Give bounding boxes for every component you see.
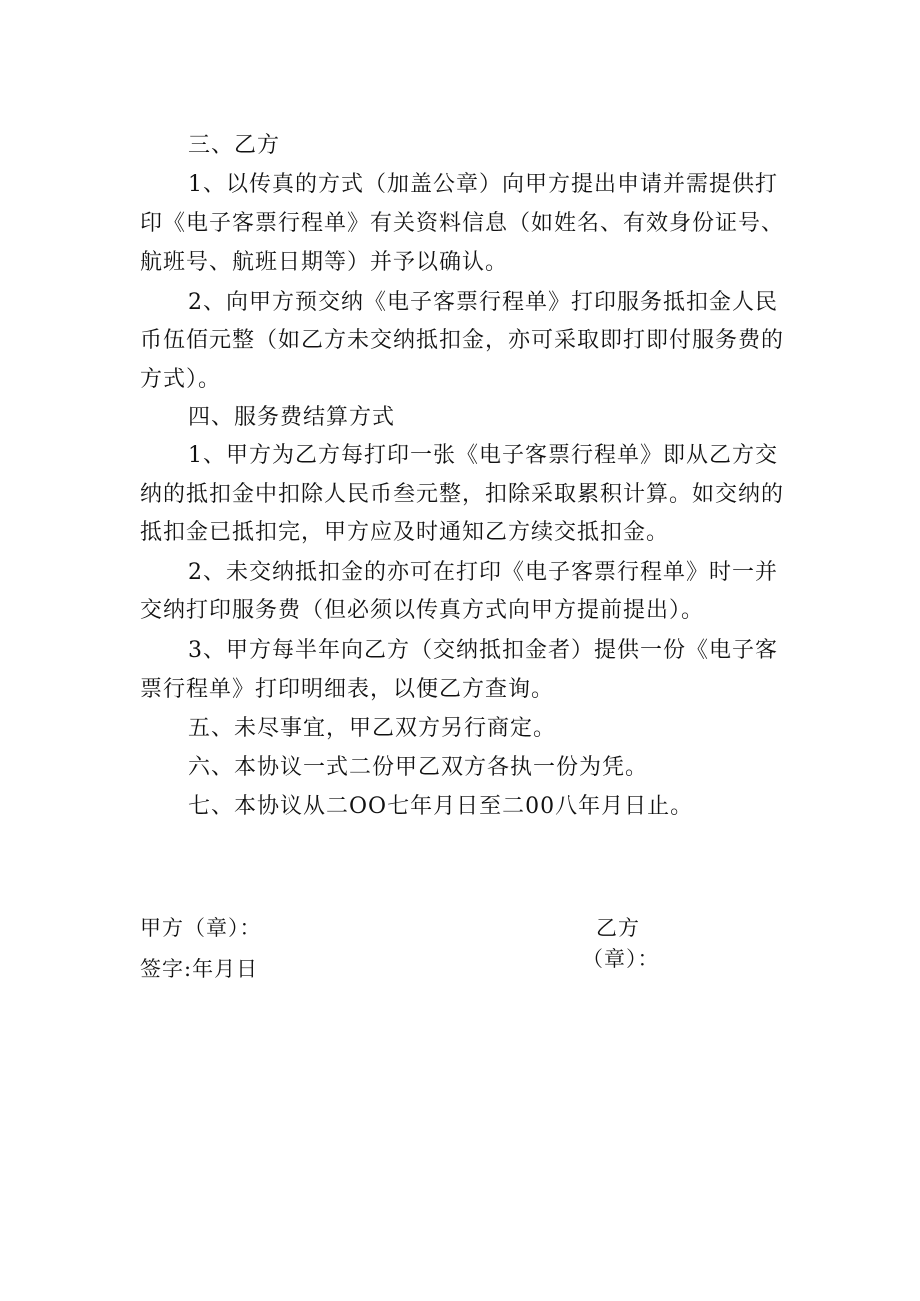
- section-4-item-3-line-1: 3、甲方每半年向乙方（交纳抵扣金者）提供一份《电子客: [188, 638, 778, 663]
- section-4-item-1-line-3: 抵扣金已抵扣完，甲方应及时通知乙方续交抵扣金。: [140, 520, 670, 545]
- section-3-item-2-line-2: 币伍佰元整（如乙方未交纳抵扣金，亦可采取即打即付服务费的: [140, 328, 785, 353]
- section-3-item-1-line-3: 航班号、航班日期等）并予以确认。: [140, 250, 509, 275]
- section-4-item-2-line-2: 交纳打印服务费（但必须以传真方式向甲方提前提出）。: [140, 598, 705, 623]
- clause-5: 五、未尽事宜，甲乙双方另行商定。: [188, 716, 557, 741]
- section-3-item-2-line-3: 方式）。: [140, 367, 222, 392]
- party-b-name: 乙方: [596, 916, 640, 940]
- section-3-item-1-line-2: 印《电子客票行程单》有关资料信息（如姓名、有效身份证号、: [140, 211, 785, 236]
- section-4-item-1-line-2: 纳的抵扣金中扣除人民币叁元整，扣除采取累积计算。如交纳的: [140, 482, 785, 507]
- section-3-item-2-line-1: 2、向甲方预交纳《电子客票行程单》打印服务抵扣金人民: [188, 290, 778, 315]
- section-4-item-3-line-2: 票行程单》打印明细表，以便乙方查询。: [140, 677, 555, 702]
- party-b-seal-label: （章）：: [582, 947, 660, 971]
- section-4-item-1-line-1: 1、甲方为乙方每打印一张《电子客票行程单》即从乙方交: [188, 443, 778, 468]
- party-a-seal-label: 甲方（章）：: [140, 916, 262, 940]
- party-a-signature-date: 签字:年月日: [140, 957, 259, 981]
- section-4-item-2-line-1: 2、未交纳抵扣金的亦可在打印《电子客票行程单》时一并: [188, 560, 778, 585]
- section-4-heading: 四、服务费结算方式: [188, 405, 396, 430]
- clause-6: 六、本协议一式二份甲乙双方各执一份为凭。: [188, 755, 649, 780]
- section-3-heading: 三、乙方: [188, 133, 281, 158]
- section-3-item-1-line-1: 1、以传真的方式（加盖公章）向甲方提出申请并需提供打: [188, 172, 778, 197]
- clause-7: 七、本协议从二OO七年月日至二00八年月日止。: [188, 794, 694, 819]
